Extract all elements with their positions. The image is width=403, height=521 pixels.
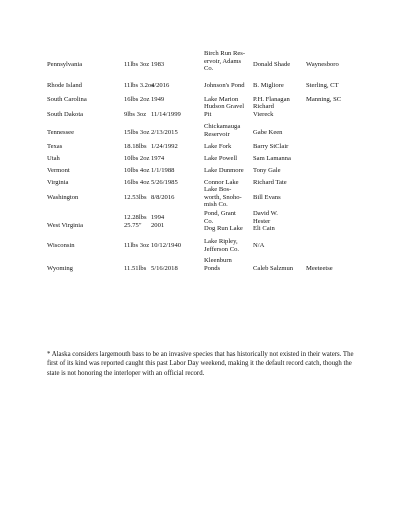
lake-cell: Pond, Grant Co. Dog Run Lake — [204, 210, 243, 233]
lake-cell: Lake Ripley, Jefferson Co. — [204, 238, 240, 253]
weight-cell: 11.51lbs — [124, 265, 147, 272]
lake-cell: Lake Marion — [204, 96, 239, 103]
angler-cell: Richard Tate — [253, 179, 287, 186]
date-cell: 11/14/1999 — [151, 111, 181, 118]
date-cell: 1949 — [151, 96, 165, 103]
lake-cell: Johnson's Pond — [204, 82, 245, 89]
angler-cell: N/A — [253, 242, 265, 249]
angler-cell: B. Migliore — [253, 82, 284, 89]
lake-cell: Chickamauga Reservoir — [204, 123, 241, 138]
angler-cell: Donald Shade — [253, 61, 291, 68]
lake-cell: Lake Powell — [204, 155, 238, 162]
weight-cell: 11lbs 3oz — [124, 61, 150, 68]
angler-cell: Tony Gale — [253, 167, 281, 174]
weight-cell: 12.53lbs — [124, 194, 147, 201]
state-cell: Vermont — [47, 167, 70, 174]
state-cell: Tennessee — [47, 129, 74, 136]
angler-cell: Barry StClair — [253, 143, 289, 150]
angler-cell: Caleb Salzmun — [253, 265, 294, 272]
lake-cell: Connor Lake — [204, 179, 239, 186]
weight-cell: 16lbs 4oz — [124, 179, 150, 186]
date-cell: 8/8/2016 — [151, 194, 175, 201]
date-cell: 2/13/2015 — [151, 129, 178, 136]
angler-cell: P.H. Flanagan — [253, 96, 290, 103]
lake-cell: Lake Bos- worth, Snoho- mish Co. — [204, 186, 242, 209]
date-cell: 1/24/1992 — [151, 143, 178, 150]
angler-cell: Bill Evans — [253, 194, 281, 201]
weight-cell: 11lbs 3.2oz — [124, 82, 155, 89]
angler-cell: Richard Viereck — [253, 103, 274, 118]
lake-cell: Lake Dunmore — [204, 167, 244, 174]
state-cell: South Carolina — [47, 96, 87, 103]
town-cell: Waynesboro — [306, 61, 339, 68]
town-cell: Meeteetse — [306, 265, 333, 272]
date-cell: 1974 — [151, 155, 165, 162]
angler-cell: David W. Hester Eli Cain — [253, 210, 278, 233]
date-cell: 1983 — [151, 61, 165, 68]
date-cell: 1994 2001 — [151, 214, 165, 229]
town-cell: Manning, SC — [306, 96, 342, 103]
angler-cell: Sam Lamanna — [253, 155, 291, 162]
state-cell: Wisconsin — [47, 242, 75, 249]
date-cell: 5/26/1985 — [151, 179, 178, 186]
weight-cell: 16lbs 2oz — [124, 96, 150, 103]
state-cell: Virginia — [47, 179, 69, 186]
state-cell: Rhode Island — [47, 82, 82, 89]
lake-cell: Hudson Gravel Pit — [204, 103, 245, 118]
state-cell: Wyoming — [47, 265, 73, 272]
weight-cell: 12.28lbs 25.75" — [124, 214, 147, 229]
date-cell: 4/2016 — [151, 82, 170, 89]
state-cell: Pennsylvania — [47, 61, 83, 68]
lake-cell: Lake Fork — [204, 143, 232, 150]
date-cell: 1/1/1988 — [151, 167, 175, 174]
weight-cell: 9lbs 3oz — [124, 111, 147, 118]
date-cell: 5/16/2018 — [151, 265, 178, 272]
state-cell: West Virginia — [47, 222, 84, 229]
weight-cell: 10lbs 4oz — [124, 167, 150, 174]
weight-cell: 15lbs 3oz — [124, 129, 150, 136]
lake-cell: Birch Run Res- ervoir, Adams Co. — [204, 50, 246, 73]
state-cell: Utah — [47, 155, 60, 162]
state-cell: South Dakota — [47, 111, 84, 118]
lake-cell: Kleenburn Ponds — [204, 257, 232, 272]
state-cell: Texas — [47, 143, 63, 150]
date-cell: 10/12/1940 — [151, 242, 182, 249]
weight-cell: 10lbs 2oz — [124, 155, 150, 162]
alaska-footnote: * Alaska considers largemouth bass to be an invasive species that has historically not existed in their waters. The first of its kind was reported caught this past Labor Day weekend, making it the default record catch, though the state is not honoring the interloper with an official record. — [47, 350, 354, 377]
weight-cell: 11lbs 3oz — [124, 242, 150, 249]
weight-cell: 18.18lbs — [124, 143, 147, 150]
state-cell: Washington — [47, 194, 79, 201]
town-cell: Sterling, CT — [306, 82, 339, 89]
angler-cell: Gabe Keen — [253, 129, 283, 136]
